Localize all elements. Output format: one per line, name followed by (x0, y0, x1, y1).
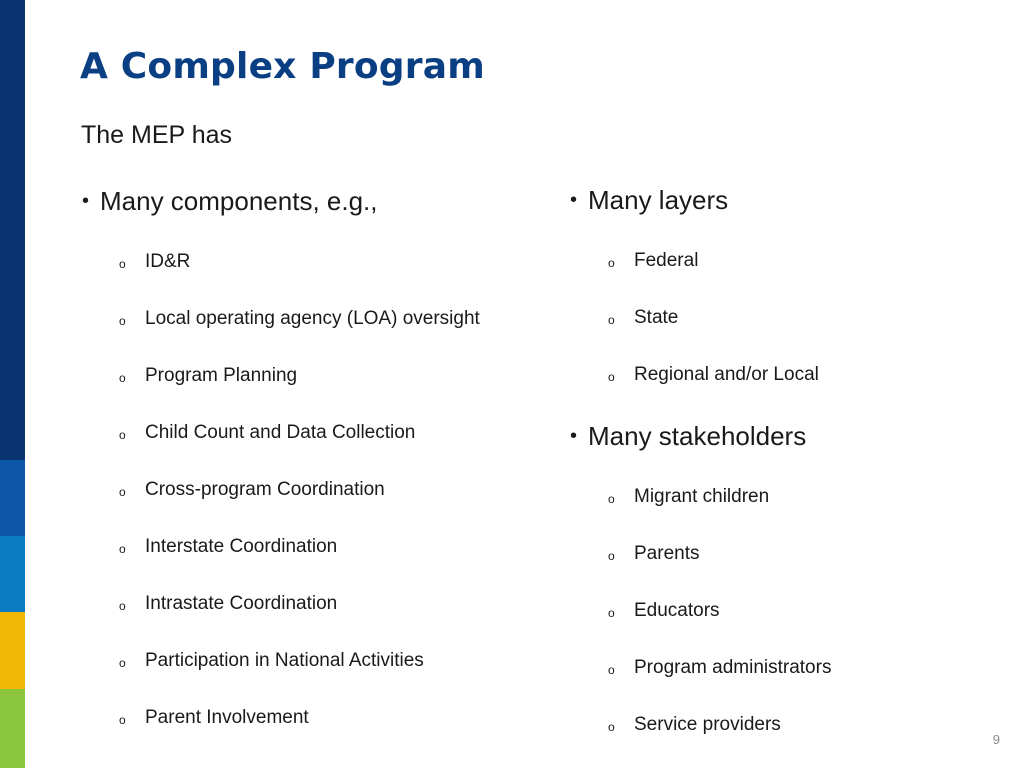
circle-bullet-icon: o (119, 314, 126, 328)
stakeholder-item (608, 714, 781, 736)
stripe-segment (0, 612, 25, 689)
component-item (119, 479, 385, 501)
circle-bullet-icon: o (608, 313, 615, 327)
component-item-text: Intrastate Coordination (145, 593, 338, 614)
components-heading-text: Many components, e.g., (100, 186, 378, 216)
layers-heading (570, 185, 728, 216)
component-item-text: Cross-program Coordination (145, 479, 385, 500)
stripe-segment (0, 0, 25, 460)
stakeholders-heading-text: Many stakeholders (588, 421, 807, 451)
component-item (119, 593, 338, 615)
stakeholder-item (608, 486, 770, 508)
component-item (119, 650, 424, 672)
stakeholder-item-text: Migrant children (634, 486, 770, 507)
stripe-segment (0, 689, 25, 768)
component-item-text: ID&R (145, 251, 191, 272)
layer-item (608, 364, 819, 386)
component-item (119, 536, 338, 558)
component-item-text: Program Planning (145, 365, 298, 386)
stakeholder-item-text: Service providers (634, 714, 781, 735)
stripe-segment (0, 536, 25, 612)
stakeholder-item (608, 600, 720, 622)
circle-bullet-icon: o (119, 656, 126, 670)
stakeholder-item-text: Educators (634, 600, 720, 621)
component-item (119, 365, 298, 387)
circle-bullet-icon: o (119, 485, 126, 499)
slide-subtitle: The MEP has (81, 121, 233, 149)
components-heading (82, 186, 377, 217)
component-item-text: Child Count and Data Collection (145, 422, 416, 443)
circle-bullet-icon: o (119, 599, 126, 613)
stripe-segment (0, 460, 25, 536)
circle-bullet-icon: o (119, 542, 126, 556)
circle-bullet-icon: o (608, 492, 615, 506)
layer-item-text: Regional and/or Local (634, 364, 819, 385)
component-item (119, 308, 480, 330)
circle-bullet-icon: o (608, 370, 615, 384)
circle-bullet-icon: o (608, 720, 615, 734)
bullet-icon: • (570, 189, 578, 211)
component-item-text: Parent Involvement (145, 707, 309, 728)
circle-bullet-icon: o (119, 371, 126, 385)
stakeholder-item (608, 543, 700, 565)
component-item (119, 422, 416, 444)
component-item-text: Participation in National Activities (145, 650, 424, 671)
slide-title: A Complex Program (80, 46, 485, 87)
page-number: 9 (992, 732, 1000, 747)
component-item (119, 251, 191, 273)
circle-bullet-icon: o (119, 428, 126, 442)
component-item-text: Interstate Coordination (145, 536, 338, 557)
circle-bullet-icon: o (608, 663, 615, 677)
layers-heading-text: Many layers (588, 185, 729, 215)
circle-bullet-icon: o (119, 713, 126, 727)
bullet-icon: • (82, 190, 90, 212)
bullet-icon: • (570, 425, 578, 447)
layer-item (608, 307, 679, 329)
circle-bullet-icon: o (608, 606, 615, 620)
circle-bullet-icon: o (608, 256, 615, 270)
stakeholder-item-text: Parents (634, 543, 700, 564)
stakeholder-item-text: Program administrators (634, 657, 832, 678)
circle-bullet-icon: o (119, 257, 126, 271)
layer-item (608, 250, 699, 272)
component-item (119, 707, 309, 729)
layer-item-text: State (634, 307, 679, 328)
layer-item-text: Federal (634, 250, 699, 271)
component-item-text: Local operating agency (LOA) oversight (145, 308, 480, 329)
stakeholders-heading (570, 421, 806, 452)
circle-bullet-icon: o (608, 549, 615, 563)
stakeholder-item (608, 657, 832, 679)
